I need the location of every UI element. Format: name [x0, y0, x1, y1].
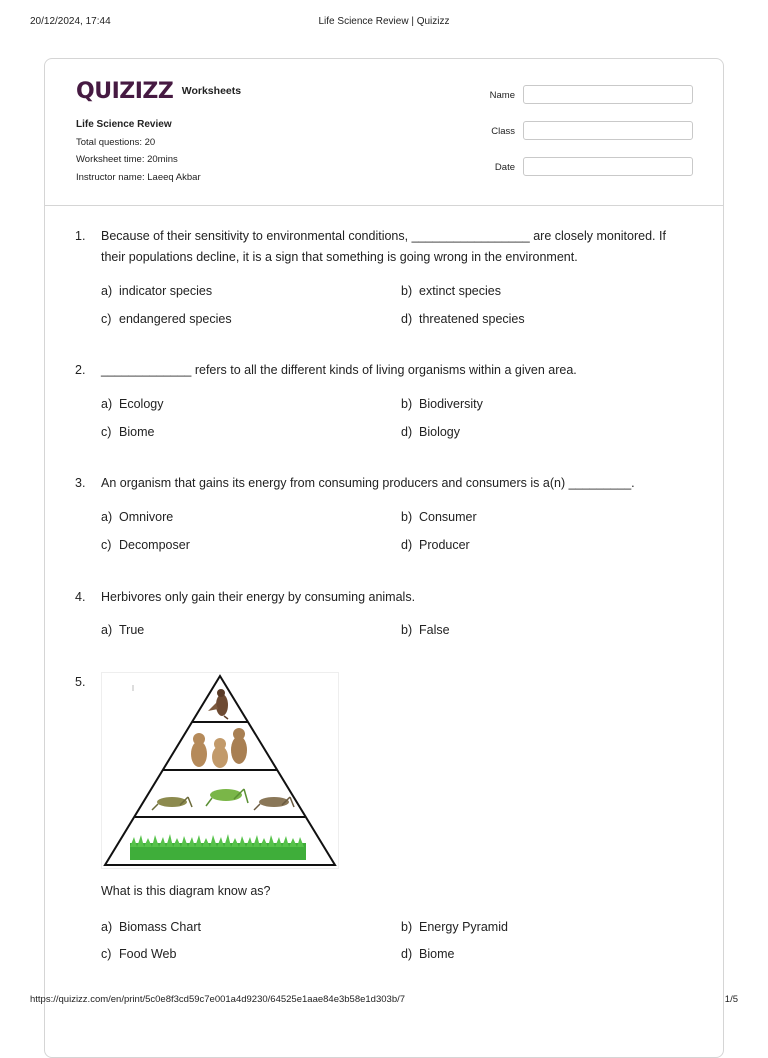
option-letter: d) — [401, 312, 413, 326]
option-text: Ecology — [119, 397, 164, 411]
option-c — [101, 312, 232, 326]
prairie-dog-icon — [191, 733, 207, 767]
option-letter: b) — [401, 623, 413, 637]
option-letter: b) — [401, 397, 413, 411]
option-letter: c) — [101, 538, 112, 552]
option-letter: d) — [401, 425, 413, 439]
option-text: Biology — [419, 425, 460, 439]
worksheet-header — [45, 59, 723, 206]
instructor-name: Instructor name: Laeeq Akbar — [76, 171, 201, 183]
option-letter: a) — [101, 284, 113, 298]
energy-pyramid-image — [101, 672, 339, 869]
option-d — [401, 538, 470, 552]
prairie-dog-icon — [212, 738, 228, 768]
option-text: indicator species — [119, 284, 213, 298]
question-number: 4. — [75, 590, 86, 604]
worksheet-title: Life Science Review — [76, 119, 172, 130]
prairie-dog-icon — [231, 728, 247, 764]
worksheet-meta — [76, 116, 201, 186]
grasshopper-icon — [152, 797, 192, 810]
print-footer — [30, 994, 738, 1008]
option-b — [401, 397, 483, 411]
option-c — [101, 425, 154, 439]
option-text: Producer — [419, 538, 470, 552]
date-label: Date — [494, 162, 515, 173]
question-text: _____________ refers to all the different kinds of living organisms within a given area. — [101, 363, 577, 377]
hawk-icon — [208, 689, 228, 719]
option-d — [401, 425, 460, 439]
question-number: 1. — [75, 229, 86, 243]
option-c — [101, 538, 190, 552]
option-text: Biome — [119, 425, 155, 439]
quizizz-logo: QUIZIZZ — [76, 79, 174, 104]
print-url: https://quizizz.com/en/print/5c0e8f3cd59c7e001a4d9230/64525e1aae84e3b58e1d303b/7 — [30, 994, 406, 1005]
option-text: extinct species — [419, 284, 501, 298]
option-letter: c) — [101, 425, 112, 439]
option-letter: d) — [401, 947, 413, 961]
option-letter: a) — [101, 510, 113, 524]
option-b — [401, 510, 477, 524]
option-letter: a) — [101, 623, 113, 637]
question-text: Herbivores only gain their energy by consuming animals. — [101, 590, 416, 604]
option-text: Biomass Chart — [119, 920, 201, 934]
option-letter: a) — [101, 920, 113, 934]
question-number: 2. — [75, 363, 86, 377]
option-a — [101, 920, 201, 934]
option-c — [101, 947, 176, 961]
brand — [76, 79, 241, 105]
option-letter: c) — [101, 947, 112, 961]
total-questions: Total questions: 20 — [76, 136, 156, 148]
option-text: Food Web — [119, 947, 177, 961]
option-text: True — [119, 623, 145, 637]
question-text: Because of their sensitivity to environmental conditions, _________________ are closely monitored. If their populations decline, it is a sign that something is going wrong in the environment. — [101, 229, 666, 264]
option-letter: c) — [101, 312, 112, 326]
name-field[interactable] — [523, 85, 693, 104]
date-field[interactable] — [523, 157, 693, 176]
option-b — [401, 284, 501, 298]
option-b — [401, 920, 508, 934]
print-datetime: 20/12/2024, 17:44 — [30, 16, 111, 27]
option-text: Decomposer — [119, 538, 190, 552]
option-letter: b) — [401, 510, 413, 524]
option-text: False — [419, 623, 450, 637]
option-text: Biome — [419, 947, 455, 961]
question-number: 3. — [75, 476, 86, 490]
question-text: What is this diagram know as? — [101, 884, 271, 898]
option-letter: b) — [401, 920, 413, 934]
option-a — [101, 623, 144, 637]
question-number: 5. — [75, 675, 86, 689]
option-a — [101, 284, 212, 298]
option-text: Biodiversity — [419, 397, 483, 411]
grass-icon — [130, 834, 306, 860]
print-header — [30, 16, 738, 30]
page-number: 1/5 — [724, 994, 738, 1005]
pyramid-illustration — [102, 673, 338, 868]
worksheet-time: Worksheet time: 20mins — [76, 154, 178, 165]
option-text: endangered species — [119, 312, 232, 326]
option-d — [401, 947, 454, 961]
name-label: Name — [489, 90, 515, 101]
option-d — [401, 312, 525, 326]
option-a — [101, 397, 163, 411]
worksheets-label: Worksheets — [181, 85, 242, 97]
class-label: Class — [491, 126, 515, 137]
worksheet-card — [44, 58, 724, 1058]
option-letter: d) — [401, 538, 413, 552]
option-letter: b) — [401, 284, 413, 298]
grasshopper-icon — [254, 797, 294, 810]
option-text: Energy Pyramid — [419, 920, 508, 934]
option-text: threatened species — [419, 312, 525, 326]
question-text: An organism that gains its energy from consuming producers and consumers is a(n) _________. — [101, 476, 635, 490]
option-text: Consumer — [419, 510, 477, 524]
option-text: Omnivore — [119, 510, 174, 524]
option-b — [401, 623, 450, 637]
print-page-title: Life Science Review | Quizizz — [318, 16, 450, 27]
option-letter: a) — [101, 397, 113, 411]
option-a — [101, 510, 173, 524]
grasshopper-icon — [206, 789, 248, 806]
class-field[interactable] — [523, 121, 693, 140]
